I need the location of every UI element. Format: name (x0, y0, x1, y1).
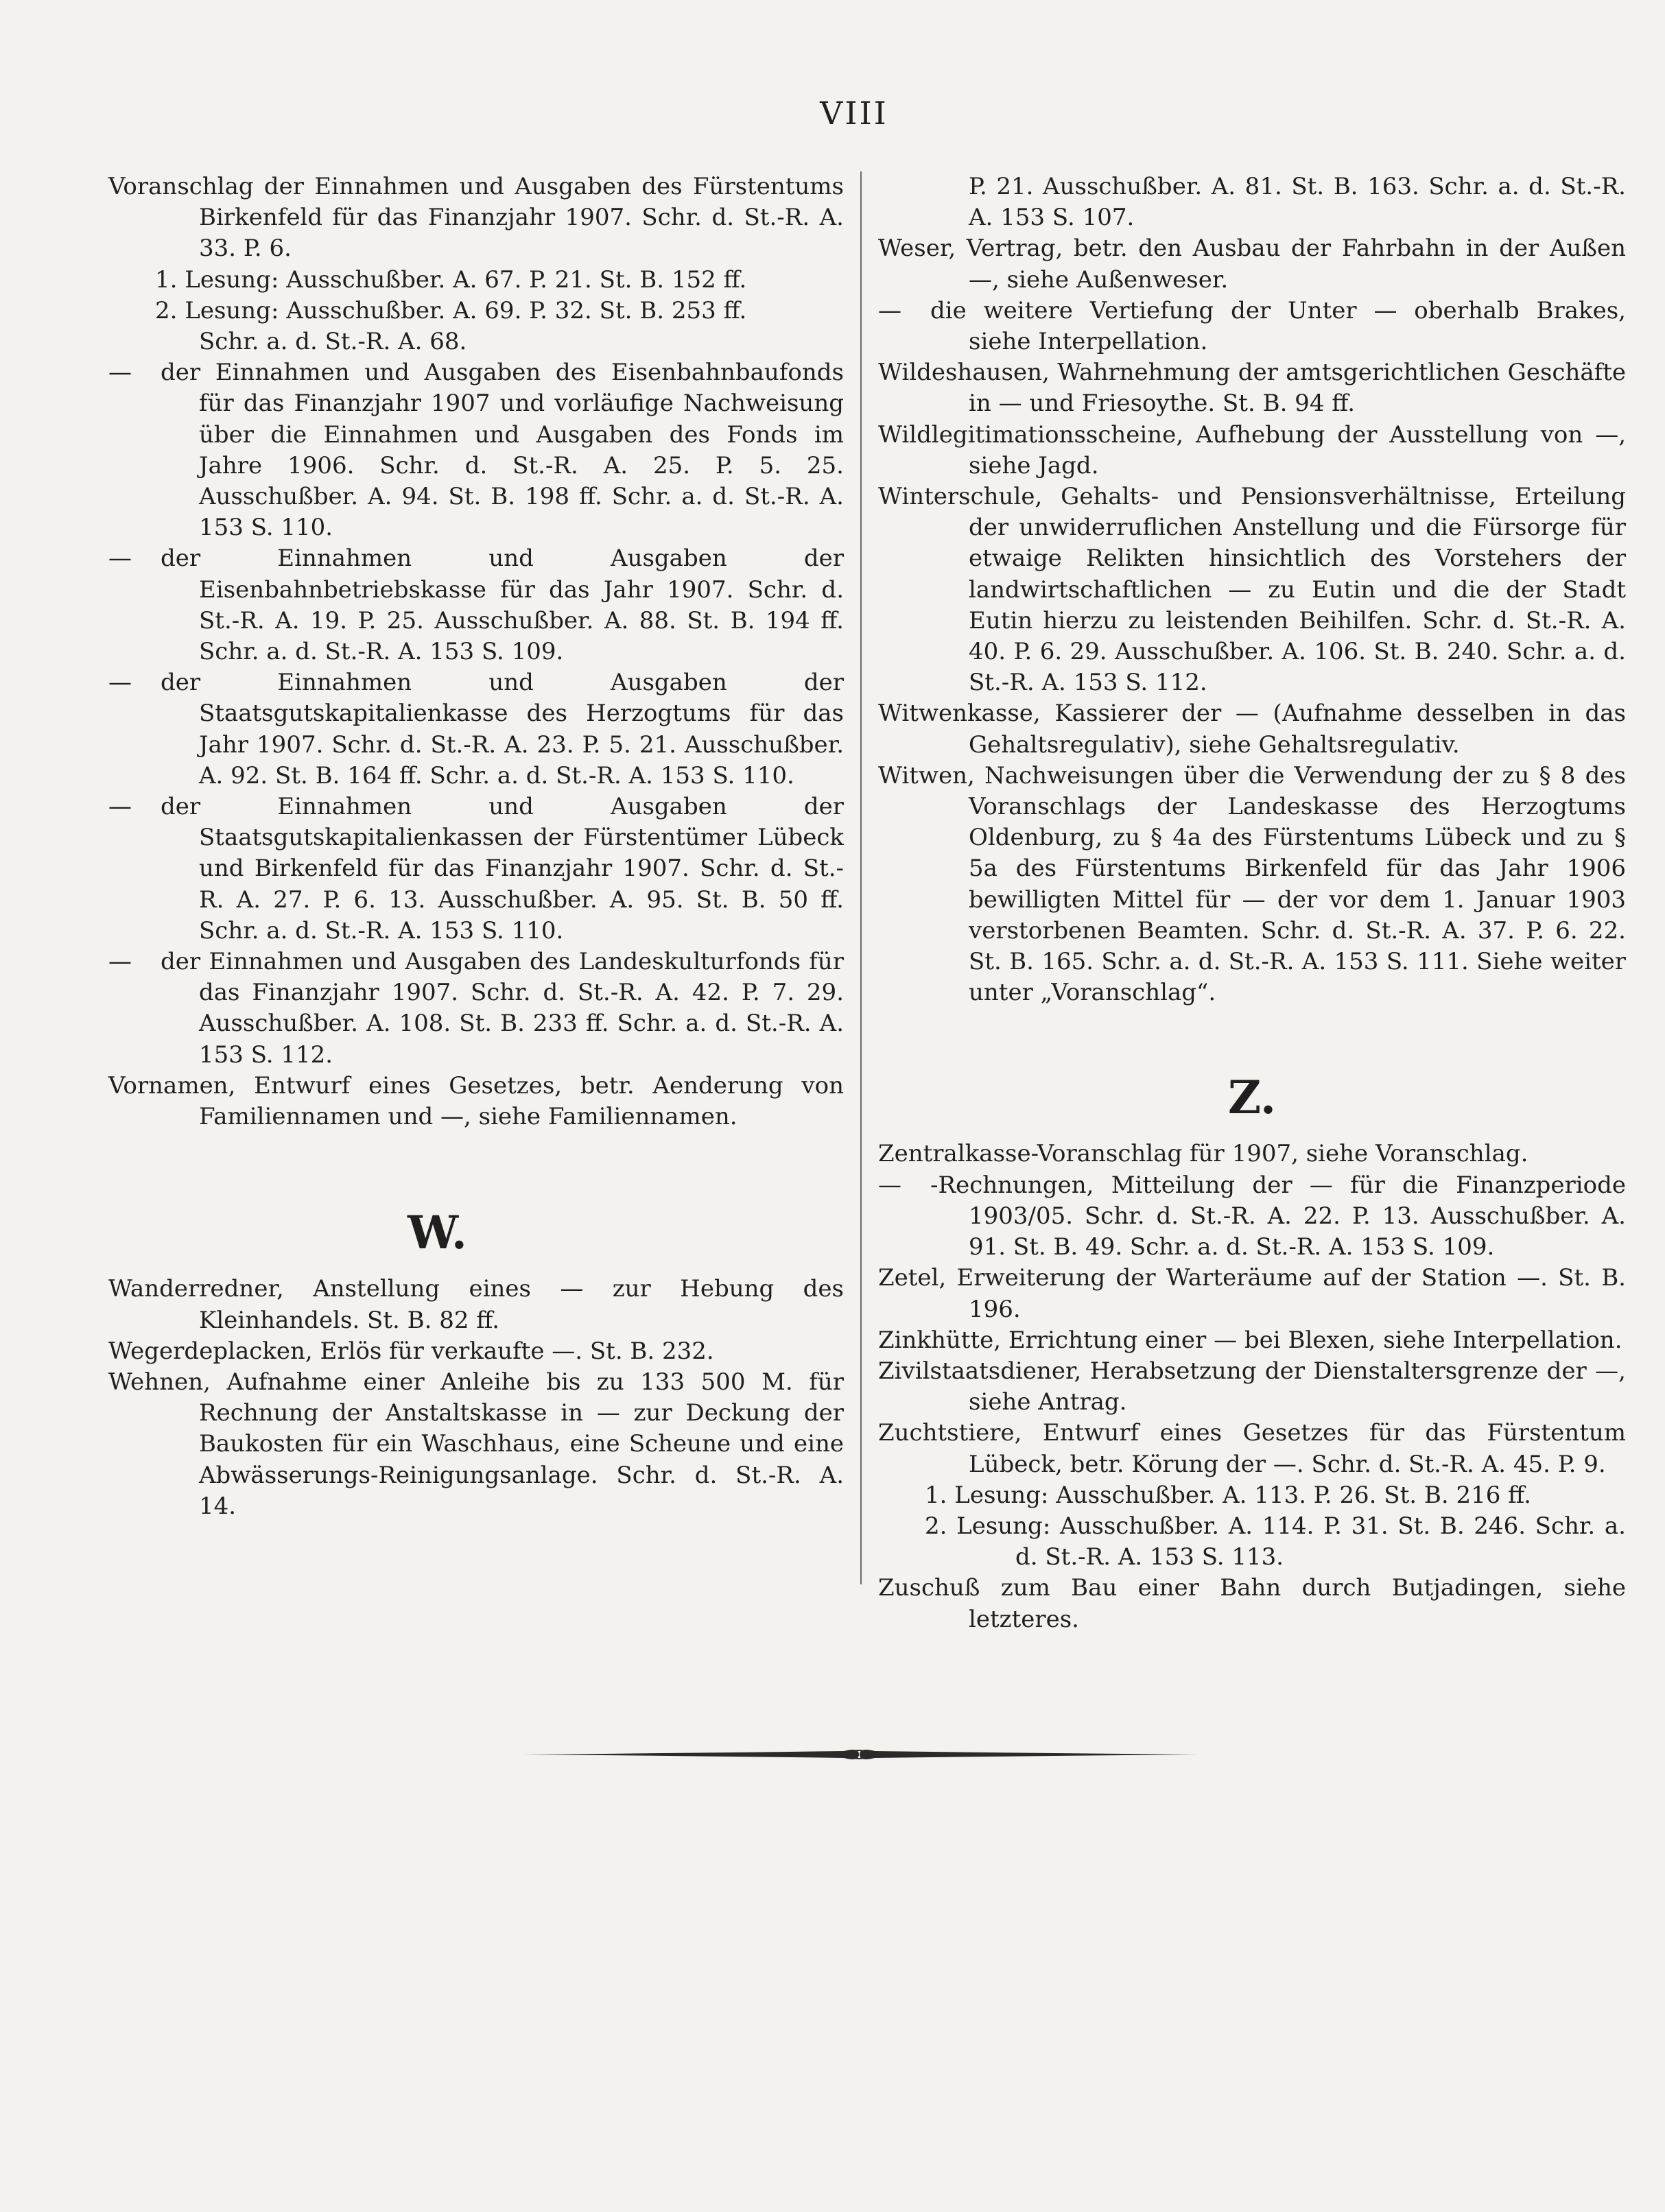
index-entry-zentralkasse: Zentralkasse-Voranschlag für 1907, siehe Voranschlag. (878, 1140, 1528, 1168)
index-entry-zuschuss: Zuschuß zum Bau einer Bahn durch Butjadingen, siehe letzteres. (878, 1574, 1626, 1633)
dash-mark: — (108, 359, 132, 387)
right-column (878, 171, 1626, 1635)
index-subentry-weser-vertiefung (878, 296, 1626, 357)
index-subentry-landeskulturfonds (108, 947, 844, 1071)
column-divider (860, 171, 862, 1584)
ornamental-rule (521, 1746, 1197, 1763)
subentry-text: der Einnahmen und Ausgaben des Landeskulturfonds für das Finanzjahr 1907. Schr. d. St.-R. A. 42. P. 7. 29. Ausschußber. A. 108. St. B. 233 ff. Schr. a. d. St.-R. A. 153 S. 112. (161, 948, 844, 1069)
index-entry-witwenkasse: Witwenkasse, Kassierer der — (Aufnahme desselben in das Gehaltsregulativ), siehe Gehaltsregulativ. (878, 700, 1626, 759)
index-entry-zivilstaatsdiener: Zivilstaatsdiener, Herabsetzung der Dienstaltersgrenze der —, siehe Antrag. (878, 1357, 1626, 1416)
dash-mark: — (108, 545, 132, 573)
dash-mark: — (878, 1171, 901, 1199)
index-subentry-eisenbahnbetriebskasse (108, 543, 844, 667)
subentry-text: die weitere Vertiefung der Unter — oberhalb Brakes, siehe Interpellation. (930, 296, 1626, 356)
index-entry-wehnen: Wehnen, Aufnahme einer Anleihe bis zu 133 500 M. für Rechnung der Anstaltskasse in — zur Deckung der Baukosten für ein Waschhaus, eine Scheune und eine Abwässerungs-Reinigungsanlage. Schr. d. St.-R. A. 14. (108, 1368, 844, 1520)
index-entry-wegerdeplacken: Wegerdeplacken, Erlös für verkaufte —. St. B. 232. (108, 1337, 714, 1365)
index-entry-wehnen-continued: P. 21. Ausschußber. A. 81. St. B. 163. Schr. a. d. St.-R. A. 153 S. 107. (969, 173, 1626, 232)
section-letter-z: Z. (1228, 1071, 1276, 1125)
index-entry-witwen: Witwen, Nachweisungen über die Verwendung der zu § 8 des Voranschlags der Landeskasse des Herzogtums Oldenburg, zu § 4a des Fürstentums Lübeck und zu § 5a des Fürstentums Birkenfeld für das Jahr 1906 bewilligten Mittel für — der vor dem 1. Januar 1903 verstorbenen Beamten. Schr. d. St.-R. A. 37. P. 6. 22. St. B. 165. Schr. a. d. St.-R. A. 153 S. 111. Siehe weiter unter „Voranschlag“. (878, 761, 1626, 1007)
index-entry-winterschule: Winterschule, Gehalts- und Pensionsverhältnisse, Erteilung der unwiderruflichen Anstellung und die Fürsorge für etwaige Relikten hinsichtlich des Vorstehers der landwirtschaftlichen — zu Eutin und die der Stadt Eutin hierzu zu leistenden Beihilfen. Schr. d. St.-R. A. 40. P. 6. 29. Ausschußber. A. 106. St. B. 240. Schr. a. d. St.-R. A. 153 S. 112. (878, 483, 1626, 697)
dash-mark: — (878, 296, 901, 324)
index-entry-zetel: Zetel, Erweiterung der Warteräume auf der Station —. St. B. 196. (878, 1264, 1626, 1323)
dash-mark: — (108, 793, 132, 821)
subentry-text: der Einnahmen und Ausgaben der Staatsgutskapitalienkassen der Fürstentümer Lübeck und Birkenfeld für das Finanzjahr 1907. Schr. d. St.-R. A. 27. P. 6. 13. Ausschußber. A. 95. St. B. 50 ff. Schr. a. d. St.-R. A. 153 S. 110. (161, 793, 844, 944)
index-entry-zuchtstiere: Zuchtstiere, Entwurf eines Gesetzes für das Fürstentum Lübeck, betr. Körung der —. Schr. d. St.-R. A. 45. P. 9. (878, 1419, 1626, 1478)
index-subentry-staatsgutskapitalienkassen-fuerstentuemer (108, 792, 844, 947)
index-entry-first-reading: 1. Lesung: Ausschußber. A. 67. P. 21. St. B. 152 ff. (155, 265, 747, 294)
index-entry-zinkhuette: Zinkhütte, Errichtung einer — bei Blexen, siehe Interpellation. (878, 1326, 1622, 1354)
subentry-text: der Einnahmen und Ausgaben des Eisenbahnbaufonds für das Finanzjahr 1907 und vorläufige Nachweisung über die Einnahmen und Ausgaben des Fonds im Jahre 1906. Schr. d. St.-R. A. 25. P. 5. 25. Ausschußber. A. 94. St. B. 198 ff. Schr. a. d. St.-R. A. 153 S. 110. (161, 359, 844, 542)
page-number: VIII (820, 95, 888, 132)
index-entry-wildlegitimationsscheine: Wildlegitimationsscheine, Aufhebung der Ausstellung von —, siehe Jagd. (878, 420, 1626, 479)
subentry-text: der Einnahmen und Ausgaben der Staatsgutskapitalienkasse des Herzogtums für das Jahr 1907. Schr. d. St.-R. A. 23. P. 5. 21. Ausschußber. A. 92. St. B. 164 ff. Schr. a. d. St.-R. A. 153 S. 110. (161, 669, 844, 789)
index-entry-voranschlag-birkenfeld: Voranschlag der Einnahmen und Ausgaben des Fürstentums Birkenfeld für das Finanzjahr 1907. Schr. d. St.-R. A. 33. P. 6. (108, 173, 844, 263)
left-column (108, 171, 844, 1522)
index-entry-zuchtstiere-first-reading: 1. Lesung: Ausschußber. A. 113. P. 26. St. B. 216 ff. (925, 1481, 1531, 1509)
subentry-text: der Einnahmen und Ausgaben der Eisenbahnbetriebskasse für das Jahr 1907. Schr. d. St.-R. A. 19. P. 25. Ausschußber. A. 88. St. B. 194 ff. Schr. a. d. St.-R. A. 153 S. 109. (161, 545, 844, 666)
section-letter-w: W. (408, 1206, 467, 1260)
index-entry-vornamen: Vornamen, Entwurf eines Gesetzes, betr. Aenderung von Familiennamen und —, siehe Familiennamen. (108, 1071, 844, 1131)
subentry-text: -Rechnungen, Mitteilung der — für die Finanzperiode 1903/05. Schr. d. St.-R. A. 22. P. 13. Ausschußber. A. 91. St. B. 49. Schr. a. d. St.-R. A. 153 S. 109. (930, 1171, 1626, 1261)
index-entry-second-reading: 2. Lesung: Ausschußber. A. 69. P. 32. St. B. 253 ff. (155, 296, 747, 324)
dash-mark: — (108, 669, 132, 697)
index-subentry-rechnungen (878, 1170, 1626, 1263)
index-entry-wildeshausen: Wildeshausen, Wahrnehmung der amtsgerichtlichen Geschäfte in — und Friesoythe. St. B. 94 ff. (878, 359, 1626, 418)
dash-mark: — (108, 948, 132, 976)
index-entry-zuchtstiere-second-reading: 2. Lesung: Ausschußber. A. 114. P. 31. St. B. 246. Schr. a. d. St.-R. A. 153 S. 113. (925, 1512, 1626, 1571)
index-subentry-eisenbahnbaufonds (108, 357, 844, 543)
index-entry-schr-reference: Schr. a. d. St.-R. A. 68. (199, 328, 467, 356)
index-entry-weser: Weser, Vertrag, betr. den Ausbau der Fahrbahn in der Außen —, siehe Außenweser. (878, 235, 1626, 294)
index-subentry-staatsgutskapitalienkasse-herzogtum (108, 667, 844, 792)
index-entry-wanderredner: Wanderredner, Anstellung eines — zur Hebung des Kleinhandels. St. B. 82 ff. (108, 1275, 844, 1334)
